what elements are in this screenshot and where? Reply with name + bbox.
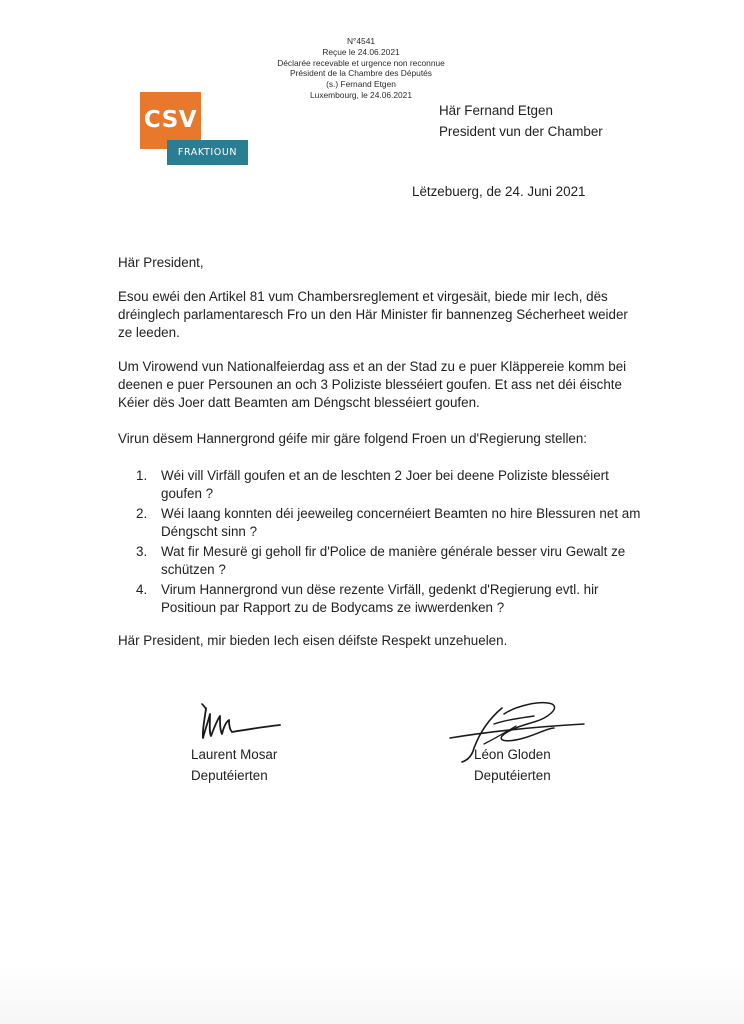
stamp-place-date: Luxembourg, le 24.06.2021 — [310, 89, 412, 100]
list-item — [136, 505, 646, 541]
signatory-name: Léon Gloden — [474, 747, 551, 762]
question-number: 3. — [136, 544, 148, 559]
csv-logo: CSV — [140, 92, 201, 149]
signatory-mosar — [191, 744, 277, 786]
signatory-role: Deputéierten — [474, 768, 551, 783]
paragraph-lead-in: Virun dësem Hannergrond géife mir gäre folgend Froen un d'Regierung stellen: — [118, 431, 588, 446]
signatory-role: Deputéierten — [191, 768, 268, 783]
scan-shadow — [0, 964, 744, 1024]
signatory-name: Laurent Mosar — [191, 747, 278, 762]
stamp-status: Déclarée recevable et urgence non reconnue — [277, 57, 445, 68]
reception-stamp — [230, 36, 492, 101]
stamp-received: Reçue le 24.06.2021 — [322, 46, 400, 57]
list-item — [136, 581, 646, 617]
fraktioun-badge: FRAKTIOUN — [167, 140, 248, 165]
paragraph-context: Um Virowend vun Nationalfeierdag ass et an der Stad zu e puer Kläppereie komm bei deenen e puer Persounen an och 3 Poliziste blesséiert goufen. Et ass net déi éischte Kéier dës Joer datt Beamten am Déngscht blesséiert goufen. — [118, 359, 627, 410]
stamp-signed-by: (s.) Fernand Etgen — [326, 79, 396, 90]
salutation: Här President, — [118, 255, 204, 270]
paragraph-intro: Esou ewéi den Artikel 81 vum Chambersreglement et virgesäit, biede mir Iech, dës dréinglech parlamentaresch Fro un den Här Minister fir bannenzeg Sécherheet weider ze leeden. — [118, 289, 628, 340]
question-text: Wéi vill Virfäll goufen et an de leschten 2 Joer bei deene Poliziste blesséiert goufen ? — [161, 468, 609, 501]
addressee-title: President vun der Chamber — [439, 124, 603, 139]
question-text: Wéi laang konnten déi jeeweileg concernéiert Beamten no hire Blessuren net am Déngscht sinn ? — [161, 506, 641, 539]
list-item — [136, 467, 646, 503]
letter-date: Lëtzebuerg, de 24. Juni 2021 — [412, 184, 586, 199]
question-number: 4. — [136, 582, 148, 597]
question-number: 2. — [136, 506, 148, 521]
list-item — [136, 543, 646, 579]
question-text: Wat fir Mesurë gi geholl fir d'Police de manière générale besser viru Gewalt ze schützen ? — [161, 544, 626, 577]
stamp-president-title: Président de la Chambre des Députés — [290, 68, 432, 79]
addressee-name: Här Fernand Etgen — [439, 103, 553, 118]
stamp-number: N°4541 — [346, 36, 376, 46]
question-number: 1. — [136, 468, 148, 483]
addressee-block — [439, 100, 603, 142]
signature-mosar — [196, 700, 288, 744]
signatory-gloden — [474, 744, 551, 786]
closing-line: Här President, mir bieden Iech eisen déifste Respekt unzehuelen. — [118, 633, 508, 648]
question-list — [136, 467, 646, 619]
question-text: Virum Hannergrond vun dëse rezente Virfäll, gedenkt d'Regierung evtl. hir Positioun par Rapport zu de Bodycams ze iwwerdenken ? — [161, 582, 599, 615]
